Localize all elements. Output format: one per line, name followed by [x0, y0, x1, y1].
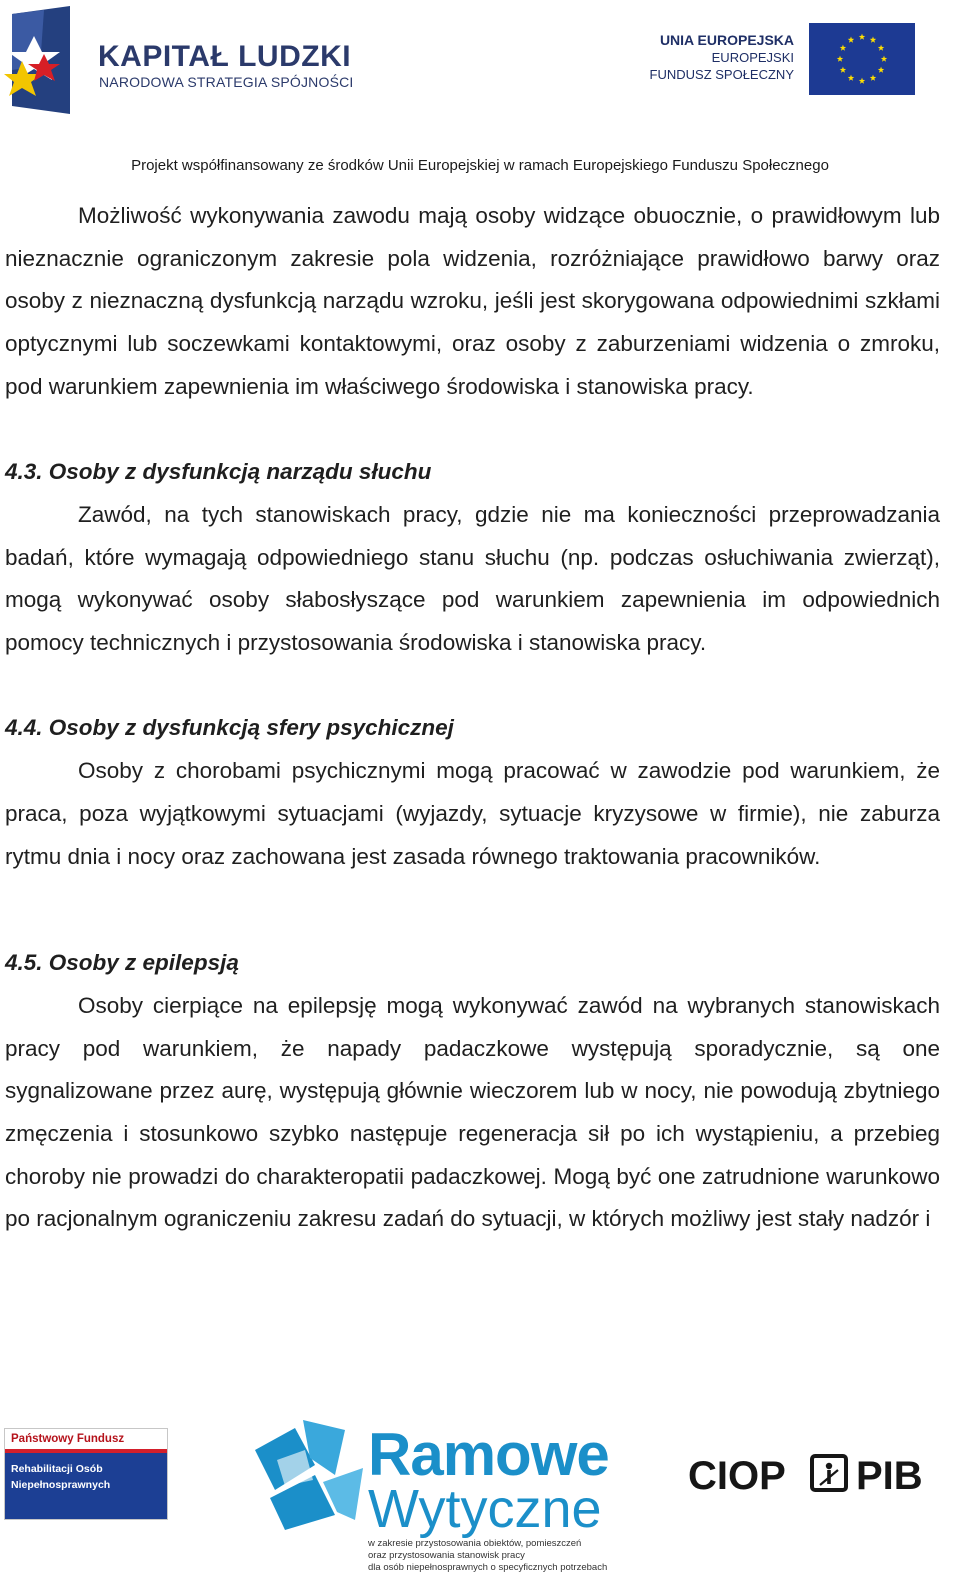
ciop-text: CIOP: [688, 1454, 786, 1498]
rw-caption-2: oraz przystosowania stanowisk pracy: [368, 1550, 525, 1561]
pfron-line-2: Rehabilitacji Osób: [11, 1463, 103, 1475]
rw-title-ramowe: Ramowe: [368, 1421, 609, 1488]
kapital-ludzki-title: KAPITAŁ LUDZKI: [98, 40, 352, 73]
page-header: [0, 0, 960, 185]
document-body: [5, 195, 940, 1241]
rw-caption-1: w zakresie przystosowania obiektów, pomieszczeń: [368, 1538, 582, 1549]
rw-caption-3: dla osób niepełnosprawnych o specyficznych potrzebach: [368, 1562, 608, 1573]
pfron-line-3: Niepełnosprawnych: [11, 1479, 111, 1491]
ramowe-wytyczne-mark-icon: [255, 1420, 365, 1535]
section-body-4-4: Osoby z chorobami psychicznymi mogą pracować w zawodzie pod warunkiem, że praca, poza wyjątkowymi sytuacjami (wyjazdy, sytuacje kryzysowe w firmie), nie zaburza rytmu dnia i nocy oraz zachowana jest zasada równego traktowania pracowników.: [5, 758, 940, 869]
section-body-4-3: Zawód, na tych stanowiskach pracy, gdzie nie ma konieczności przeprowadzania badań, które wymagają odpowiedniego stanu słuchu (np. podczas osłuchiwania zwierząt), mogą wykonywać osoby słabosłyszące pod warunkiem zapewnienia im odpowiednich pomocy technicznych i przystosowania środowiska i stanowiska pracy.: [5, 501, 940, 656]
pib-text: PIB: [856, 1454, 923, 1498]
page-footer: [0, 1420, 960, 1595]
eu-flag-icon: [809, 23, 915, 95]
pfron-logo: [4, 1428, 168, 1520]
ue-fund-label: [632, 32, 794, 83]
section-heading-4-4: 4.4. Osoby z dysfunkcją sfery psychicznej: [5, 715, 454, 741]
ue-line-3: FUNDUSZ SPOŁECZNY: [649, 67, 794, 82]
ciop-pib-emblem-icon: [810, 1454, 848, 1492]
cofinance-note: Projekt współfinansowany ze środków Unii Europejskiej w ramach Europejskiego Funduszu Społecznego: [131, 157, 829, 174]
kapital-ludzki-logo-icon: [4, 6, 72, 116]
intro-paragraph: Możliwość wykonywania zawodu mają osoby widzące obuocznie, o prawidłowym lub nieznacznie ograniczonym zakresie pola widzenia, rozróżniające prawidłowo barwy oraz osoby z nieznaczną dysfunkcją narządu wzroku, jeśli jest skorygowana odpowiednimi szkłami optycznymi lub soczewkami kontaktowymi, oraz osoby z zaburzeniami widzenia o zmroku, pod warunkiem zapewnienia im właściwego środowiska i stanowiska pracy.: [5, 203, 940, 399]
section-heading-4-3: 4.3. Osoby z dysfunkcją narządu słuchu: [5, 459, 432, 485]
section-body-4-5: Osoby cierpiące na epilepsję mogą wykonywać zawód na wybranych stanowiskach pracy pod warunkiem, że napady padaczkowe występują sporadycznie, są one sygnalizowane przez aurę, występują głównie wieczorem lub w nocy, nie powodują zbytniego zmęczenia i stosunkowo szybko następuje regeneracja sił po ich wystąpieniu, a przebieg choroby nie prowadzi do charakteropatii padaczkowej. Mogą być one zatrudnione warunkowo po racjonalnym ograniczeniu zakresu zadań do sytuacji, w których możliwy jest stały nadzór i: [5, 992, 940, 1232]
rw-title-wytyczne: Wytyczne: [368, 1479, 602, 1539]
kapital-ludzki-subtitle: NARODOWA STRATEGIA SPÓJNOŚCI: [99, 74, 354, 90]
section-heading-4-5: 4.5. Osoby z epilepsją: [5, 950, 239, 976]
ue-line-2: EUROPEJSKI: [711, 50, 794, 65]
pfron-line-1: Państwowy Fundusz: [11, 1433, 125, 1445]
ue-line-1: UNIA EUROPEJSKA: [659, 32, 794, 48]
